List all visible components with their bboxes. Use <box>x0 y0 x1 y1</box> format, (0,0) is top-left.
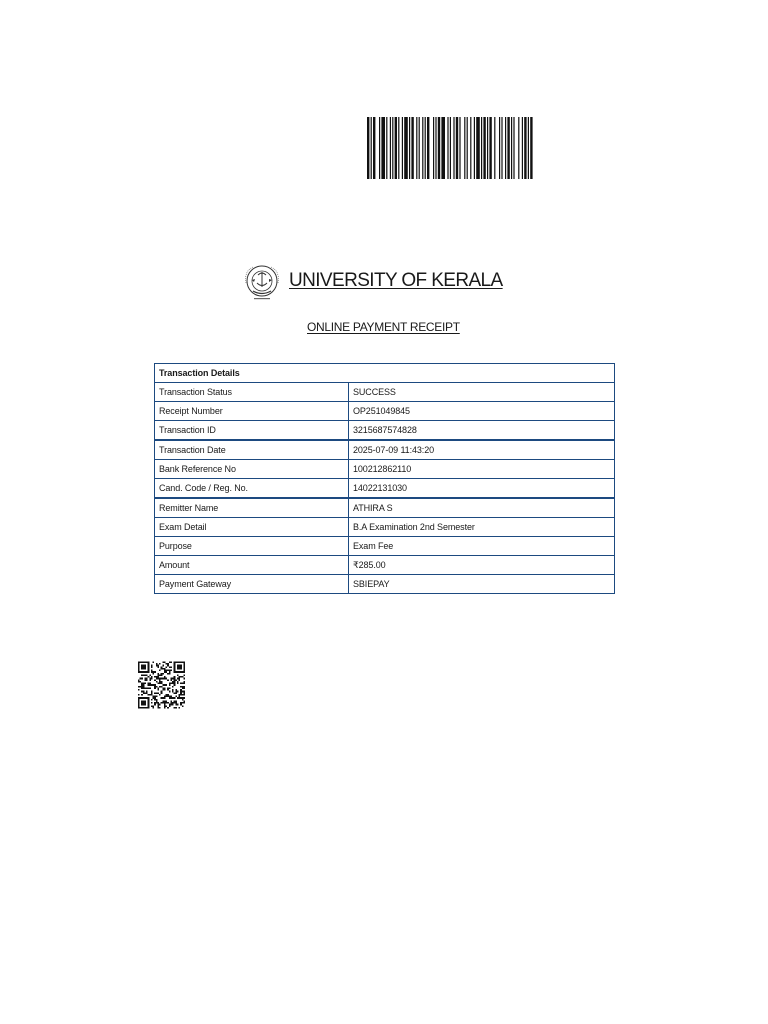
row-label: Receipt Number <box>155 402 349 421</box>
row-value: OP251049845 <box>349 402 615 421</box>
receipt-title: ONLINE PAYMENT RECEIPT <box>307 320 460 334</box>
row-label: Exam Detail <box>155 518 349 537</box>
row-label: Amount <box>155 556 349 575</box>
row-value: ₹285.00 <box>349 556 615 575</box>
table-row <box>155 383 615 402</box>
table-row <box>155 402 615 421</box>
table-row <box>155 537 615 556</box>
university-title: UNIVERSITY OF KERALA <box>289 270 503 291</box>
row-value: B.A Examination 2nd Semester <box>349 518 615 537</box>
row-value: 14022131030 <box>349 479 615 499</box>
university-seal-icon <box>240 261 284 305</box>
table-row <box>155 518 615 537</box>
row-label: Payment Gateway <box>155 575 349 594</box>
table-row <box>155 556 615 575</box>
table-row <box>155 460 615 479</box>
table-row <box>155 498 615 518</box>
row-value: 2025-07-09 11:43:20 <box>349 440 615 460</box>
row-label: Cand. Code / Reg. No. <box>155 479 349 499</box>
section-title: Transaction Details <box>155 364 615 383</box>
table-header-row <box>155 364 615 383</box>
transaction-details-table <box>154 363 615 594</box>
row-label: Bank Reference No <box>155 460 349 479</box>
table-row <box>155 479 615 499</box>
row-label: Transaction Date <box>155 440 349 460</box>
table-row <box>155 575 615 594</box>
row-value: ATHIRA S <box>349 498 615 518</box>
barcode-icon <box>367 117 633 179</box>
row-label: Remitter Name <box>155 498 349 518</box>
row-label: Purpose <box>155 537 349 556</box>
row-value: 3215687574828 <box>349 421 615 441</box>
table-row <box>155 440 615 460</box>
row-value: SUCCESS <box>349 383 615 402</box>
row-label: Transaction ID <box>155 421 349 441</box>
row-label: Transaction Status <box>155 383 349 402</box>
qr-code-icon <box>138 661 185 709</box>
row-value: Exam Fee <box>349 537 615 556</box>
table-row <box>155 421 615 441</box>
row-value: 100212862110 <box>349 460 615 479</box>
row-value: SBIEPAY <box>349 575 615 594</box>
